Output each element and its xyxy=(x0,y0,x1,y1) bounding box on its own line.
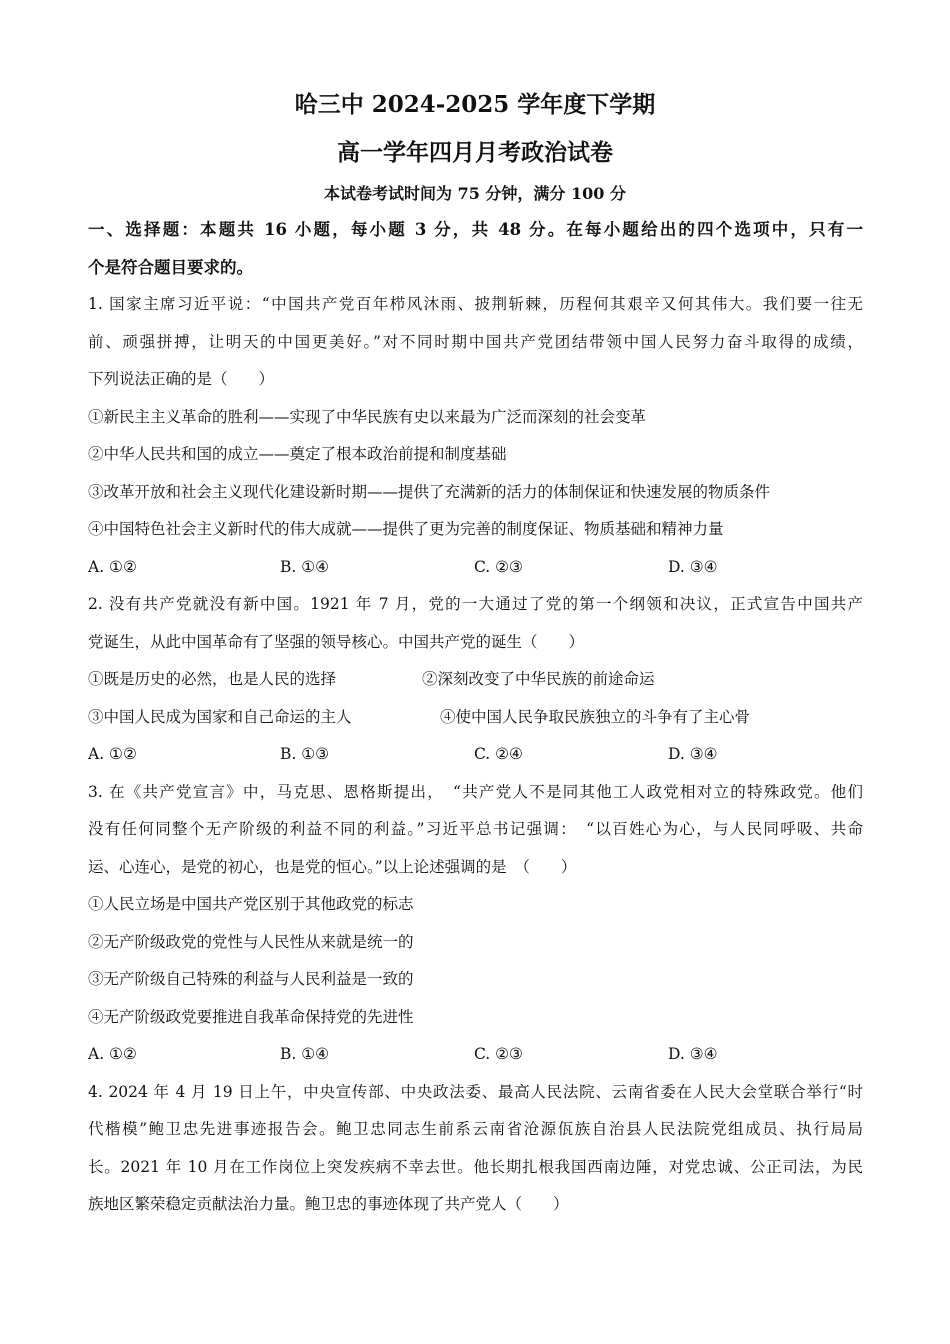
question-4-line: 族地区繁荣稳定贡献法治力量。鲍卫忠的事迹体现了共产党人（ ） xyxy=(88,1195,569,1213)
question-2-item: ④使中国人民争取民族独立的斗争有了主心骨 xyxy=(440,707,751,726)
exam-subtitle: 高一学年四月月考政治试卷 xyxy=(337,139,613,166)
option-a: A. ①② xyxy=(88,745,137,763)
question-3-line: 没有任何同整个无产阶级的利益不同的利益。”习近平总书记强调： “以百姓心为心，与人民同呼吸、共命 xyxy=(88,820,863,838)
section-heading-cont: 个是符合题目要求的。 xyxy=(88,257,253,277)
question-3-item: ①人民立场是中国共产党区别于其他政党的标志 xyxy=(88,895,414,913)
question-3-line: 3. 在《共产党宣言》中，马克思、恩格斯提出， “共产党人不是同其他工人政党相对立的特殊政党。他们 xyxy=(88,782,863,801)
question-3-item: ③无产阶级自己特殊的利益与人民利益是一致的 xyxy=(88,970,414,988)
question-2-line: 2. 没有共产党就没有新中国。1921 年 7 月，党的一大通过了党的第一个纲领和决议，正式宣告中国共产 xyxy=(88,595,863,613)
option-a: A. ①② xyxy=(88,557,137,576)
question-4-line: 代楷模”鲍卫忠先进事迹报告会。鲍卫忠同志生前系云南省沧源佤族自治县人民法院党组成员、执行局局 xyxy=(88,1120,863,1138)
question-1-line: 下列说法正确的是（ ） xyxy=(88,370,275,388)
option-a: A. ①② xyxy=(88,1045,137,1063)
question-1-item: ①新民主主义革命的胜利——实现了中华民族有史以来最为广泛而深刻的社会变革 xyxy=(88,407,647,426)
option-b: B. ①④ xyxy=(280,557,330,576)
option-b: B. ①④ xyxy=(280,1045,330,1063)
option-c: C. ②④ xyxy=(474,745,523,763)
question-1-line: 前、顽强拼搏，让明天的中国更美好。”对不同时期中国共产党团结带领中国人民努力奋斗取得的成绩， xyxy=(88,332,863,351)
section-heading: 一、选择题：本题共 16 小题，每小题 3 分，共 48 分。在每小题给出的四个选项中，只有一 xyxy=(88,220,863,239)
option-d: D. ③④ xyxy=(668,557,718,576)
exam-title: 哈三中 2024-2025 学年度下学期 xyxy=(294,91,656,118)
question-1-item: ③改革开放和社会主义现代化建设新时期——提供了充满新的活力的体制保证和快速发展的物质条件 xyxy=(88,482,771,501)
option-c: C. ②③ xyxy=(474,557,523,576)
question-1-item: ②中华人民共和国的成立——奠定了根本政治前提和制度基础 xyxy=(88,445,507,463)
question-1-line: 1. 国家主席习近平说：“中国共产党百年栉风沐雨、披荆斩棘，历程何其艰辛又何其伟大。我们要一往无 xyxy=(88,295,863,313)
question-3-item: ④无产阶级政党要推进自我革命保持党的先进性 xyxy=(88,1007,414,1026)
option-d: D. ③④ xyxy=(668,745,718,763)
question-1-item: ④中国特色社会主义新时代的伟大成就——提供了更为完善的制度保证、物质基础和精神力量 xyxy=(88,520,724,538)
question-1-options xyxy=(88,549,863,587)
question-2-item: ①既是历史的必然，也是人民的选择 xyxy=(88,670,337,688)
exam-note: 本试卷考试时间为 75 分钟，满分 100 分 xyxy=(324,184,626,203)
question-4-line: 4. 2024 年 4 月 19 日上午，中央宣传部、中央政法委、最高人民法院、云南省委在人民大会堂联合举行“时 xyxy=(88,1082,863,1101)
question-3-item: ②无产阶级政党的党性与人民性从来就是统一的 xyxy=(88,932,414,951)
option-c: C. ②③ xyxy=(474,1045,523,1063)
option-b: B. ①③ xyxy=(280,745,330,763)
question-2-options xyxy=(88,736,863,774)
question-2-items-row xyxy=(88,661,863,699)
question-2-items-row xyxy=(88,699,863,737)
option-d: D. ③④ xyxy=(668,1045,718,1063)
question-2-item: ②深刻改变了中华民族的前途命运 xyxy=(422,670,655,688)
question-2-item: ③中国人民成为国家和自己命运的主人 xyxy=(88,707,352,726)
question-3-line: 运、心连心，是党的初心，也是党的恒心。”以上论述强调的是 （ ） xyxy=(88,857,577,876)
question-2-line: 党诞生，从此中国革命有了坚强的领导核心。中国共产党的诞生（ ） xyxy=(88,632,585,651)
question-3-options xyxy=(88,1036,863,1074)
question-4-line: 长。2021 年 10 月在工作岗位上突发疾病不幸去世。他长期扎根我国西南边陲，对党忠诚、公正司法，为民 xyxy=(88,1157,863,1176)
exam-body xyxy=(88,211,863,1224)
